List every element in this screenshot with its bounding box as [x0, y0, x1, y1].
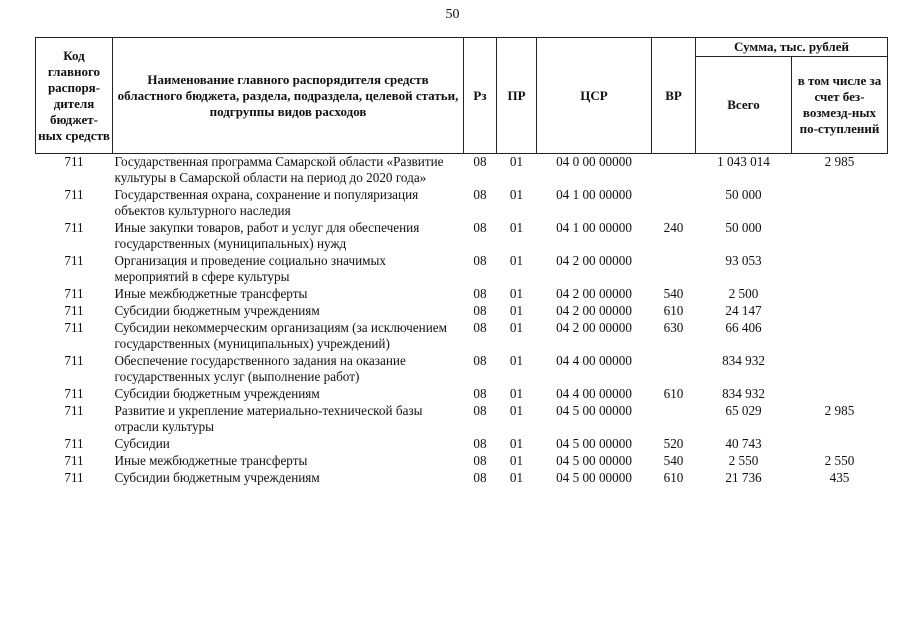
- cell-vr: 610: [663, 386, 684, 401]
- cell-pr: 01: [509, 187, 524, 202]
- header-free: в том числе за счет без-возмезд-ных по-ступлений: [792, 57, 888, 154]
- cell-name: Субсидии бюджетным учреждениям: [114, 303, 320, 318]
- cell-vr: 610: [663, 303, 684, 318]
- cell-vr: 630: [663, 320, 684, 335]
- header-pr: ПР: [497, 38, 537, 154]
- cell-pr: 01: [509, 353, 524, 368]
- cell-free: [792, 187, 888, 220]
- budget-table: [35, 37, 888, 487]
- cell-csr: 04 2 00 00000: [556, 320, 632, 335]
- cell-total: 834 932: [722, 386, 765, 401]
- cell-vr: 610: [663, 470, 684, 485]
- table-row: [36, 220, 888, 253]
- cell-total: 50 000: [725, 220, 762, 235]
- cell-name: Субсидии: [114, 436, 170, 451]
- table-row: [36, 154, 888, 188]
- cell-code: 711: [64, 470, 84, 485]
- cell-csr: 04 1 00 00000: [556, 187, 632, 202]
- table-row: [36, 253, 888, 286]
- cell-csr: 04 5 00 00000: [556, 453, 632, 468]
- cell-code: 711: [64, 303, 84, 318]
- cell-pr: 01: [509, 303, 524, 318]
- table-row: [36, 353, 888, 386]
- cell-code: 711: [64, 154, 84, 169]
- cell-csr: 04 5 00 00000: [556, 470, 632, 485]
- cell-pr: 01: [509, 453, 524, 468]
- cell-rz: 08: [473, 436, 487, 451]
- header-name: Наименование главного распорядителя средств областного бюджета, раздела, подраздела, целевой статьи, подгруппы видов расходов: [113, 38, 464, 154]
- cell-code: 711: [64, 253, 84, 268]
- cell-free: [792, 386, 888, 403]
- cell-vr: 520: [663, 436, 684, 451]
- cell-name: Субсидии бюджетным учреждениям: [114, 386, 320, 401]
- cell-rz: 08: [473, 154, 487, 169]
- cell-csr: 04 5 00 00000: [556, 436, 632, 451]
- header-code: Код главного распоря-дителя бюджет-ных средств: [36, 38, 113, 154]
- cell-total: 93 053: [725, 253, 762, 268]
- cell-free: [792, 220, 888, 253]
- header-sum: Сумма, тыс. рублей: [696, 38, 888, 57]
- cell-rz: 08: [473, 470, 487, 485]
- cell-free: [792, 436, 888, 453]
- cell-vr: [652, 154, 696, 188]
- cell-free: 2 985: [824, 403, 855, 418]
- cell-csr: 04 1 00 00000: [556, 220, 632, 235]
- cell-code: 711: [64, 453, 84, 468]
- header-total: Всего: [696, 57, 792, 154]
- cell-code: 711: [64, 353, 84, 368]
- cell-csr: 04 2 00 00000: [556, 253, 632, 268]
- cell-vr: [652, 253, 696, 286]
- cell-csr: 04 4 00 00000: [556, 353, 632, 368]
- cell-pr: 01: [509, 386, 524, 401]
- cell-name: Государственная охрана, сохранение и популяризация объектов культурного наследия: [114, 187, 419, 218]
- cell-csr: 04 2 00 00000: [556, 303, 632, 318]
- cell-total: 40 743: [725, 436, 762, 451]
- cell-pr: 01: [509, 436, 524, 451]
- cell-rz: 08: [473, 220, 487, 235]
- cell-pr: 01: [509, 286, 524, 301]
- cell-vr: [652, 187, 696, 220]
- cell-rz: 08: [473, 320, 487, 335]
- cell-code: 711: [64, 386, 84, 401]
- table-row: [36, 453, 888, 470]
- cell-total: 21 736: [725, 470, 762, 485]
- cell-free: [792, 303, 888, 320]
- cell-name: Организация и проведение социально значимых мероприятий в сфере культуры: [114, 253, 386, 284]
- cell-code: 711: [64, 286, 84, 301]
- cell-name: Субсидии бюджетным учреждениям: [114, 470, 320, 485]
- cell-name: Субсидии некоммерческим организациям (за исключением государственных (муниципальных) учреждений): [114, 320, 447, 351]
- cell-vr: 240: [663, 220, 684, 235]
- table-header: [36, 38, 888, 154]
- header-csr: ЦСР: [537, 38, 652, 154]
- cell-total: 2 500: [728, 286, 759, 301]
- cell-vr: [652, 353, 696, 386]
- cell-free: [792, 353, 888, 386]
- cell-free: 435: [829, 470, 850, 485]
- table-row: [36, 286, 888, 303]
- cell-code: 711: [64, 220, 84, 235]
- cell-rz: 08: [473, 286, 487, 301]
- cell-total: 24 147: [725, 303, 762, 318]
- table-row: [36, 436, 888, 453]
- table-row: [36, 320, 888, 353]
- table-row: [36, 470, 888, 487]
- cell-pr: 01: [509, 154, 524, 169]
- cell-total: 65 029: [725, 403, 762, 418]
- cell-pr: 01: [509, 403, 524, 418]
- cell-rz: 08: [473, 386, 487, 401]
- cell-rz: 08: [473, 353, 487, 368]
- table-row: [36, 303, 888, 320]
- cell-name: Иные закупки товаров, работ и услуг для обеспечения государственных (муниципальных) нужд: [114, 220, 420, 251]
- cell-free: [792, 253, 888, 286]
- cell-csr: 04 4 00 00000: [556, 386, 632, 401]
- table-body: [36, 154, 888, 488]
- cell-code: 711: [64, 187, 84, 202]
- cell-code: 711: [64, 436, 84, 451]
- cell-name: Развитие и укрепление материально-технической базы отрасли культуры: [114, 403, 423, 434]
- cell-total: 2 550: [728, 453, 759, 468]
- cell-rz: 08: [473, 253, 487, 268]
- cell-name: Иные межбюджетные трансферты: [114, 286, 308, 301]
- cell-code: 711: [64, 403, 84, 418]
- cell-csr: 04 5 00 00000: [556, 403, 632, 418]
- cell-free: 2 985: [824, 154, 855, 169]
- cell-total: 1 043 014: [717, 154, 770, 169]
- cell-total: 50 000: [725, 187, 762, 202]
- cell-rz: 08: [473, 187, 487, 202]
- cell-pr: 01: [509, 253, 524, 268]
- cell-free: 2 550: [824, 453, 855, 468]
- table-row: [36, 386, 888, 403]
- header-vr: ВР: [652, 38, 696, 154]
- cell-vr: [652, 403, 696, 436]
- cell-rz: 08: [473, 403, 487, 418]
- cell-free: [792, 286, 888, 303]
- table-row: [36, 403, 888, 436]
- cell-name: Обеспечение государственного задания на оказание государственных услуг (выполнение работ): [114, 353, 406, 384]
- cell-vr: 540: [663, 286, 684, 301]
- cell-csr: 04 0 00 00000: [556, 154, 632, 169]
- cell-pr: 01: [509, 320, 524, 335]
- cell-rz: 08: [473, 303, 487, 318]
- cell-csr: 04 2 00 00000: [556, 286, 632, 301]
- table-row: [36, 187, 888, 220]
- cell-pr: 01: [509, 220, 524, 235]
- cell-vr: 540: [663, 453, 684, 468]
- cell-name: Государственная программа Самарской области «Развитие культуры в Самарской области на период до 2020 года»: [114, 154, 444, 185]
- cell-free: [792, 320, 888, 353]
- cell-name: Иные межбюджетные трансферты: [114, 453, 308, 468]
- cell-pr: 01: [509, 470, 524, 485]
- cell-total: 66 406: [725, 320, 762, 335]
- page-number: 50: [445, 7, 460, 22]
- cell-code: 711: [64, 320, 84, 335]
- header-rz: Рз: [464, 38, 497, 154]
- cell-rz: 08: [473, 453, 487, 468]
- cell-total: 834 932: [722, 353, 765, 368]
